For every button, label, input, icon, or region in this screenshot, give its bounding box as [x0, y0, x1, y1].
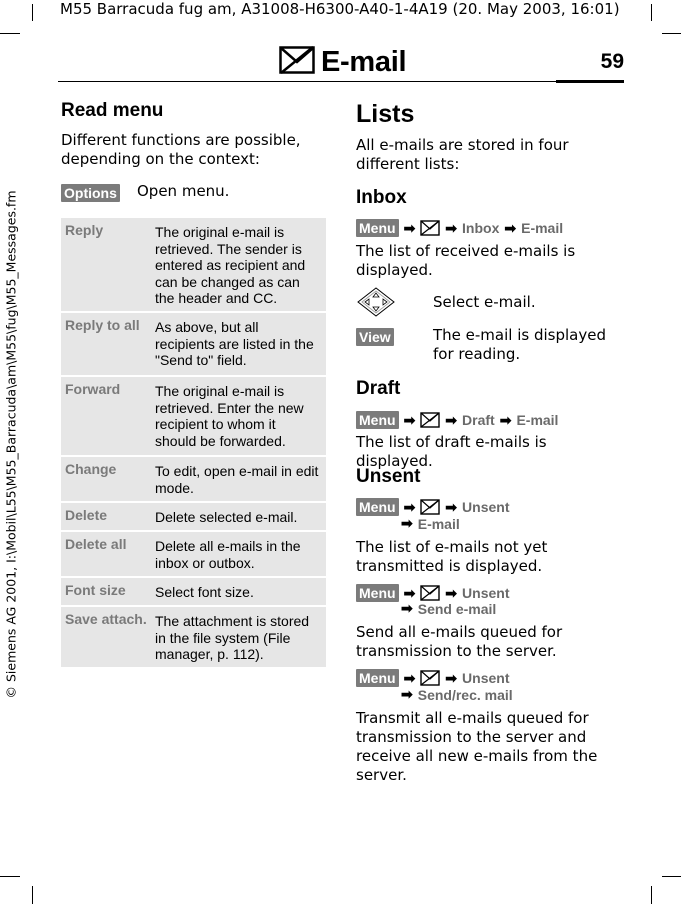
arrow-right-icon: ➡	[445, 669, 458, 686]
page-number: 59	[600, 50, 624, 73]
send-email-menu-path-continued	[401, 600, 496, 617]
path-step: Unsent	[462, 499, 510, 515]
table-row-value: To edit, open e-mail in edit mode.	[155, 463, 319, 496]
crop-mark	[0, 33, 20, 34]
table-row	[61, 218, 326, 313]
inbox-menu-path	[356, 219, 563, 237]
arrow-right-icon: ➡	[504, 219, 517, 236]
table-row	[61, 503, 326, 532]
inbox-description: The list of received e-mails is displayed.	[356, 242, 576, 279]
table-row	[61, 457, 326, 503]
arrow-right-icon: ➡	[445, 584, 458, 601]
read-menu-table	[61, 218, 326, 669]
page-title-text: E-mail	[321, 45, 407, 78]
table-row-key: Delete all	[65, 536, 127, 552]
draft-heading: Draft	[356, 378, 401, 399]
read-menu-heading: Read menu	[61, 100, 164, 121]
crop-mark	[651, 886, 652, 904]
table-row-key: Reply	[65, 222, 104, 238]
arrow-right-icon: ➡	[445, 411, 458, 428]
arrow-right-icon: ➡	[401, 600, 413, 616]
arrow-right-icon: ➡	[403, 584, 416, 601]
table-row-key: Change	[65, 461, 117, 477]
email-icon	[279, 46, 315, 78]
arrow-right-icon: ➡	[403, 498, 416, 515]
path-step: Inbox	[462, 220, 500, 236]
crop-mark	[0, 876, 20, 877]
table-row-value: Select font size.	[155, 584, 254, 600]
view-softkey-label: View	[356, 328, 394, 346]
navigation-key-icon[interactable]	[356, 286, 396, 322]
unsent-description: The list of e-mails not yet transmitted is displayed.	[356, 538, 548, 575]
view-description: The e-mail is displayed for reading.	[433, 326, 606, 363]
menu-softkey[interactable]: Menu	[356, 219, 399, 237]
path-step: Unsent	[462, 670, 510, 686]
path-step: E-mail	[521, 220, 564, 236]
table-row	[61, 578, 326, 607]
read-menu-intro: Different functions are possible, depending on the context:	[61, 131, 301, 168]
menu-softkey[interactable]: Menu	[356, 669, 399, 687]
send-receive-menu-path	[356, 669, 509, 687]
table-row-key: Save attach.	[65, 611, 147, 627]
table-row-value: The attachment is stored in the file system (File manager, p. 112).	[155, 613, 310, 662]
unsent-menu-path-continued	[401, 515, 460, 532]
send-receive-menu-path-continued	[401, 686, 513, 703]
email-icon	[420, 499, 440, 515]
page-title	[279, 44, 406, 80]
path-step: Send e-mail	[417, 600, 497, 617]
options-softkey-label: Options	[61, 184, 120, 202]
table-row	[61, 532, 326, 578]
inbox-heading: Inbox	[356, 187, 407, 208]
header-rule	[58, 81, 624, 82]
arrow-right-icon: ➡	[445, 498, 458, 515]
send-email-description: Send all e-mails queued for transmission to the server.	[356, 623, 563, 660]
crop-mark	[32, 886, 33, 904]
header-rule-thick	[556, 80, 624, 83]
table-row-value: The original e-mail is retrieved. Enter the new recipient to whom it should be forwarded.	[155, 383, 304, 449]
table-row	[61, 313, 326, 377]
table-row-key: Delete	[65, 507, 108, 523]
lists-heading: Lists	[356, 100, 415, 128]
table-row-value: The original e-mail is retrieved. The sender is entered as recipient and can be changed as can the header and CC.	[155, 224, 306, 306]
menu-softkey[interactable]: Menu	[356, 498, 399, 516]
crop-mark	[662, 33, 681, 34]
draft-menu-path	[356, 411, 558, 429]
unsent-heading: Unsent	[356, 466, 421, 487]
crop-mark	[662, 876, 681, 877]
table-row	[61, 607, 326, 669]
email-icon	[420, 585, 440, 601]
table-row-key: Reply to all	[65, 317, 140, 333]
navigation-description: Select e-mail.	[433, 293, 536, 311]
crop-mark	[32, 4, 33, 21]
draft-description: The list of draft e-mails is displayed.	[356, 433, 547, 470]
table-row-value: Delete selected e-mail.	[155, 509, 298, 525]
arrow-right-icon: ➡	[499, 411, 512, 428]
menu-softkey[interactable]: Menu	[356, 411, 399, 429]
email-icon	[420, 220, 440, 236]
arrow-right-icon: ➡	[401, 686, 413, 702]
path-step: Unsent	[462, 585, 510, 601]
arrow-right-icon: ➡	[445, 219, 458, 236]
arrow-right-icon: ➡	[403, 669, 416, 686]
lists-intro: All e-mails are stored in four different lists:	[356, 136, 569, 173]
crop-mark	[651, 4, 652, 21]
table-row-key: Font size	[65, 582, 126, 598]
path-step: Draft	[462, 412, 495, 428]
options-description: Open menu.	[137, 182, 230, 200]
send-receive-description: Transmit all e-mails queued for transmission to the server and receive all new e-mails from the server.	[356, 709, 598, 784]
table-row-key: Forward	[65, 381, 121, 397]
table-row-value: As above, but all recipients are listed in the "Send to" field.	[155, 319, 314, 368]
path-step: E-mail	[516, 412, 559, 428]
arrow-right-icon: ➡	[403, 219, 416, 236]
table-row	[61, 377, 326, 457]
path-step: Send/rec. mail	[417, 686, 513, 703]
view-softkey[interactable]	[356, 327, 394, 346]
arrow-right-icon: ➡	[401, 515, 413, 531]
path-step: E-mail	[417, 515, 460, 532]
arrow-right-icon: ➡	[403, 411, 416, 428]
options-softkey[interactable]	[61, 183, 120, 202]
document-info-line: M55 Barracuda fug am, A31008-H6300-A40-1-4A19 (20. May 2003, 16:01)	[60, 0, 620, 18]
unsent-menu-path	[356, 498, 509, 516]
email-icon	[420, 670, 440, 686]
copyright-side-note: © Siemens AG 2001, I:\Mobil\L55\M55_Barracuda\am\M55\fug\M55_Messages.fm	[3, 190, 19, 699]
table-row-value: Delete all e-mails in the inbox or outbox.	[155, 538, 301, 571]
email-icon	[420, 412, 440, 428]
menu-softkey[interactable]: Menu	[356, 584, 399, 602]
